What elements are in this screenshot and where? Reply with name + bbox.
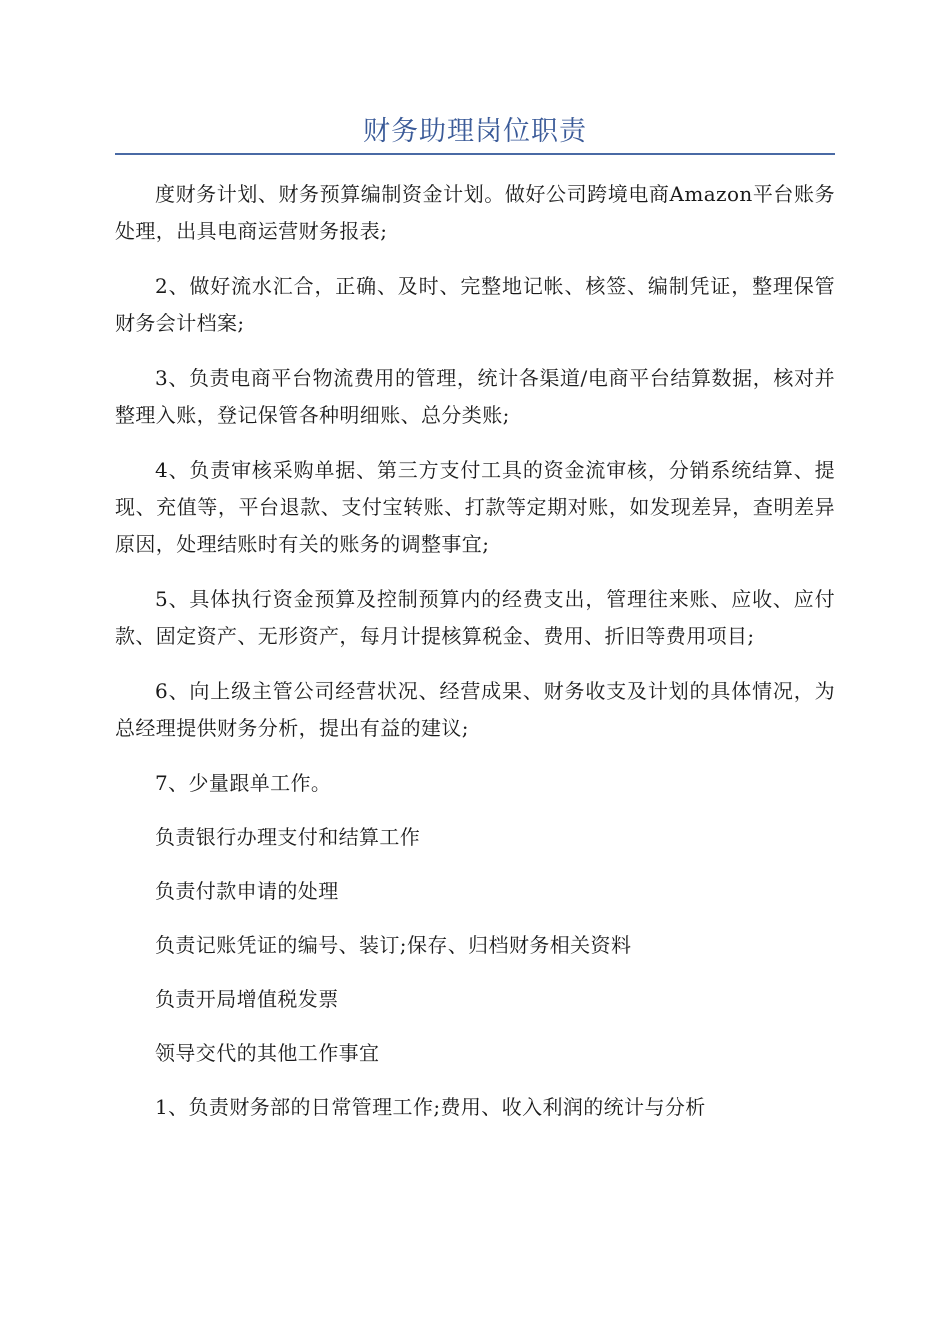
paragraph: 7、少量跟单工作。 bbox=[155, 771, 332, 795]
title-underline bbox=[115, 153, 835, 155]
paragraph: 3、负责电商平台物流费用的管理，统计各渠道/电商平台结算数据，核对并整理入账，登记保管各种明细账、总分类账; bbox=[115, 366, 835, 427]
paragraph: 5、具体执行资金预算及控制预算内的经费支出，管理往来账、应收、应付款、固定资产、无形资产，每月计提核算税金、费用、折旧等费用项目; bbox=[115, 587, 835, 648]
paragraph: 度财务计划、财务预算编制资金计划。做好公司跨境电商Amazon平台账务处理，出具电商运营财务报表; bbox=[115, 182, 835, 243]
paragraph: 负责付款申请的处理 bbox=[155, 879, 339, 903]
paragraph: 4、负责审核采购单据、第三方支付工具的资金流审核，分销系统结算、提现、充值等，平台退款、支付宝转账、打款等定期对账，如发现差异，查明差异原因，处理结账时有关的账务的调整事宜; bbox=[115, 458, 835, 556]
document-title: 财务助理岗位职责 bbox=[363, 116, 587, 147]
paragraph: 领导交代的其他工作事宜 bbox=[155, 1041, 380, 1065]
paragraph: 6、向上级主管公司经营状况、经营成果、财务收支及计划的具体情况，为总经理提供财务分析，提出有益的建议; bbox=[115, 679, 835, 740]
paragraph: 负责银行办理支付和结算工作 bbox=[155, 825, 421, 849]
paragraph: 1、负责财务部的日常管理工作;费用、收入利润的统计与分析 bbox=[155, 1095, 706, 1119]
paragraph: 负责开局增值税发票 bbox=[155, 987, 339, 1011]
document-body bbox=[115, 176, 835, 1143]
paragraph: 负责记账凭证的编号、装订;保存、归档财务相关资料 bbox=[155, 933, 632, 957]
paragraph: 2、做好流水汇合，正确、及时、完整地记帐、核签、编制凭证，整理保管财务会计档案; bbox=[115, 274, 835, 335]
